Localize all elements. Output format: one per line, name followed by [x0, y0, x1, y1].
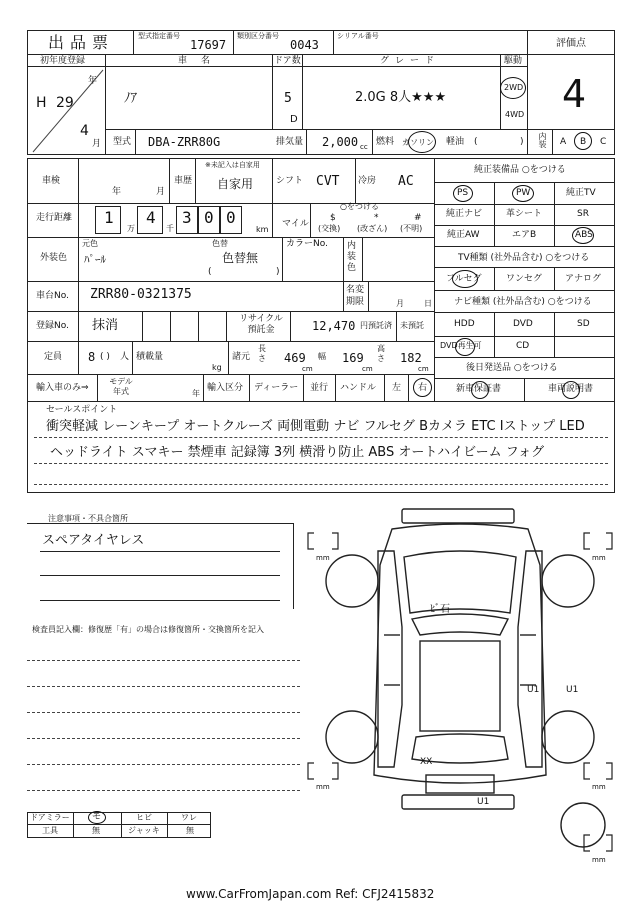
- equip-sr: SR: [577, 209, 589, 219]
- altered-symbol: *: [374, 213, 379, 223]
- drive-4wd: 4WD: [505, 110, 525, 119]
- model-type-label: 型式: [113, 137, 132, 147]
- chassis-label: 車台No.: [36, 291, 69, 301]
- altered-label: (改ざん): [357, 224, 388, 233]
- recycle-suffix: 円預託済: [360, 321, 392, 330]
- delivery-manual: 車両説明書: [548, 384, 594, 394]
- exchange-symbol: $: [330, 213, 336, 223]
- mileage-d2: 4: [146, 208, 156, 227]
- fuel-open: (: [474, 137, 478, 147]
- grade-label: グレード: [380, 56, 441, 66]
- fuel-diesel-label: 軽油: [446, 137, 465, 147]
- mile-label: マイル: [282, 219, 309, 229]
- load-label: 積載量: [136, 352, 164, 362]
- equip-abs: ABS: [575, 230, 593, 240]
- equip-leather: 革シート: [506, 209, 543, 219]
- equip-navi: 純正ナビ: [446, 209, 483, 219]
- model-year-label: モデル年式: [109, 377, 133, 396]
- door-count: 5: [284, 91, 292, 106]
- diagram-mark-u1a: U1: [527, 685, 540, 695]
- drive-label: 駆動: [504, 56, 523, 66]
- diagram-mark-u1b: U1: [566, 685, 579, 695]
- door-type: D: [290, 114, 298, 125]
- term-day-unit: 日: [424, 299, 432, 308]
- term-label: 名変期限: [346, 285, 365, 307]
- delivery-warranty: 新車保証書: [456, 384, 502, 394]
- serial-label: シリアル番号: [337, 32, 379, 40]
- left-label: 左: [392, 383, 402, 393]
- car-name-label: 車名: [178, 56, 225, 66]
- capacity-unit: 人: [120, 352, 130, 362]
- tv-analog: アナログ: [565, 274, 602, 284]
- doors-label: ドア数: [274, 56, 301, 66]
- navi-dvd: DVD: [513, 319, 533, 329]
- interior-a: A: [560, 137, 567, 147]
- score-label: 評価点: [556, 38, 586, 49]
- reg-no-value: 抹消: [92, 318, 119, 333]
- navi-cd: CD: [516, 341, 530, 351]
- interior-color-label: 内装色: [347, 241, 357, 273]
- mm-rear-right: mm: [592, 783, 606, 791]
- sales-points-line2: ヘッドライト スマキー 禁煙車 記録簿 3列 横滑り防止 ABS オートハイビーム フォグ: [50, 445, 545, 460]
- tools-label: 工具: [42, 826, 58, 835]
- model-type: DBA-ZRR80G: [148, 135, 221, 149]
- capacity-paren: ( ): [100, 352, 110, 362]
- model-code-label: 型式指定番号: [138, 32, 180, 40]
- mirror-label: ドアミラー: [30, 813, 70, 822]
- equip-tv: 純正TV: [566, 188, 596, 198]
- mileage-label: 走行距離: [36, 213, 73, 223]
- tools-value: 無: [92, 826, 100, 835]
- orig-color-label: 元色: [82, 239, 98, 248]
- inspection-month-unit: 月: [156, 187, 166, 197]
- model-code: 17697: [190, 38, 227, 52]
- displacement-label: 排気量: [276, 137, 304, 147]
- width-unit: cm: [362, 365, 373, 373]
- reg-year: 29: [56, 95, 74, 111]
- break-label: ワレ: [181, 813, 197, 822]
- grade-value: 2.0G 8人★★★: [355, 90, 447, 105]
- class-code: 0043: [290, 38, 319, 52]
- footer-ref: www.CarFromJapan.com Ref: CFJ2415832: [186, 887, 435, 901]
- repaint-label: 色替: [212, 239, 228, 248]
- reg-month: 4: [80, 123, 89, 139]
- width-label: 幅: [318, 352, 326, 361]
- reg-era: H: [36, 95, 47, 111]
- form-title: 出品票: [48, 33, 115, 52]
- height-value: 182: [400, 351, 422, 365]
- navi-title: ナビ種類 (社外品含む) ○をつける: [454, 297, 592, 307]
- displacement-unit: cc: [360, 143, 368, 151]
- mileage-d3: 3: [182, 208, 192, 227]
- mileage-d1: 1: [104, 208, 114, 227]
- mm-spare: mm: [592, 856, 606, 864]
- interior-b: B: [580, 137, 587, 147]
- fuel-close: ): [520, 137, 524, 147]
- sales-points-label: セールスポイント: [46, 405, 118, 415]
- repaint-open: (: [208, 267, 212, 277]
- fuel-gasoline-circle: [408, 131, 436, 153]
- mm-front-left: mm: [316, 554, 330, 562]
- equipment-title: 純正装備品 ○をつける: [474, 165, 566, 175]
- height-unit: cm: [418, 365, 429, 373]
- notes-line1: スペアタイヤレス: [42, 533, 145, 548]
- length-unit: cm: [302, 365, 313, 373]
- navi-hdd: HDD: [454, 319, 475, 329]
- right-circle: [413, 378, 432, 397]
- dealer-label: ディーラー: [254, 383, 299, 393]
- history-value: 自家用: [217, 177, 254, 191]
- capacity-value: 8: [88, 350, 96, 364]
- diagram-mark-u1c: U1: [477, 797, 490, 807]
- capacity-label: 定員: [44, 352, 63, 362]
- reg-year-unit: 年: [88, 76, 98, 86]
- repaint-close: ): [276, 267, 280, 277]
- navi-sd: SD: [577, 319, 590, 329]
- interior-b-circle: [574, 132, 592, 150]
- unit-km: km: [256, 225, 269, 234]
- tv-fullseg-circle: [452, 270, 478, 288]
- repaint-value: 色替無: [222, 251, 259, 265]
- sales-points-line1: 衝突軽減 レーンキープ オートクルーズ 両側電動 ナビ フルセグ Bカメラ ETC Iストップ LED: [46, 419, 585, 434]
- inspection-year-unit: 年: [112, 187, 122, 197]
- diagram-mark-hood: ﾋﾞ石: [430, 604, 450, 615]
- interior-label: 内装: [538, 132, 547, 148]
- delivery-manual-circle: [562, 381, 580, 399]
- parallel-label: 並行: [310, 383, 329, 393]
- class-code-label: 類別区分番号: [237, 32, 279, 40]
- first-reg-label: 初年度登録: [40, 56, 86, 66]
- ac-value: AC: [398, 174, 414, 189]
- mm-front-right: mm: [592, 554, 606, 562]
- jack-label: ジャッキ: [128, 826, 160, 835]
- unit-man: 万: [127, 224, 135, 233]
- shift-label: シフト: [276, 176, 304, 186]
- history-note: ※未記入は自家用: [205, 161, 260, 169]
- import-only-label: 輸入車のみ⇒: [36, 383, 89, 393]
- car-diagram: [300, 505, 620, 885]
- reg-month-unit: 月: [92, 139, 102, 149]
- unit-sen: 千: [166, 224, 174, 233]
- tv-oneseg: ワンセグ: [506, 274, 543, 284]
- drive-2wd: 2WD: [504, 83, 524, 92]
- delivery-title: 後日発送品 ○をつける: [466, 363, 558, 373]
- model-year-unit: 年: [192, 389, 200, 398]
- equip-ps-circle: [453, 185, 473, 202]
- equip-abs-circle: [572, 227, 594, 244]
- import-type-label: 輸入区分: [207, 383, 244, 393]
- orig-color: ﾊﾟｰﾙ: [84, 253, 106, 266]
- interior-c: C: [600, 137, 607, 147]
- equip-aw: 純正AW: [447, 230, 480, 240]
- load-unit: kg: [212, 363, 222, 372]
- inspector-label: 検査員記入欄：修復歴「有」の場合は修復箇所・交換箇所を記入: [32, 625, 264, 634]
- navi-dvd-play: DVD再生可: [440, 341, 482, 350]
- term-month-unit: 月: [396, 299, 404, 308]
- right-label: 右: [418, 383, 428, 393]
- equip-pw-circle: [512, 185, 534, 202]
- exchange-label: (交換): [318, 224, 341, 233]
- delivery-warranty-circle: [471, 381, 489, 399]
- equip-pw: PW: [516, 188, 531, 198]
- width-value: 169: [342, 351, 364, 365]
- drive-2wd-circle: [500, 77, 526, 99]
- navi-dvd-play-circle: [455, 338, 475, 356]
- mirror-value: モ: [92, 812, 102, 822]
- length-label: 長さ: [258, 344, 266, 363]
- mirror-circle: [88, 811, 106, 824]
- tv-fullseg: フルセグ: [446, 274, 482, 284]
- diagram-mark-xx: XX: [420, 757, 433, 767]
- color-no-label: カラーNo.: [286, 239, 328, 249]
- recycle-amount: 12,470: [312, 319, 356, 333]
- fuel-gasoline: ガソリン: [402, 138, 434, 147]
- crack-label: ヒビ: [136, 813, 152, 822]
- inspection-label: 車検: [42, 176, 61, 186]
- unknown-label: (不明): [400, 224, 423, 233]
- car-name: ﾉｱ: [124, 91, 137, 106]
- score-value: 4: [562, 72, 587, 116]
- shift-value: CVT: [316, 174, 340, 189]
- recycle-not-deposited: 未預託: [400, 321, 424, 330]
- displacement: 2,000: [322, 135, 359, 149]
- mileage-circle-note: ○をつける: [340, 202, 379, 211]
- notes-label: 注意事項・不具合箇所: [48, 514, 128, 523]
- length-value: 469: [284, 351, 306, 365]
- fuel-label: 燃料: [376, 137, 395, 147]
- mileage-d4: 0: [204, 208, 214, 227]
- chassis-no: ZRR80-0321375: [90, 287, 192, 302]
- color-label: 外装色: [40, 253, 68, 263]
- dims-label: 諸元: [232, 352, 251, 362]
- history-label: 車歴: [174, 176, 193, 186]
- tv-title: TV種類 (社外品含む) ○をつける: [458, 253, 590, 263]
- ac-label: 冷房: [358, 176, 377, 186]
- mm-rear-left: mm: [316, 783, 330, 791]
- jack-value: 無: [186, 826, 194, 835]
- equip-airbag: エアB: [512, 230, 537, 240]
- equip-ps: PS: [457, 188, 469, 198]
- recycle-label: リサイクル預託金: [239, 314, 283, 335]
- height-label: 高さ: [377, 344, 385, 363]
- unknown-symbol: #: [414, 213, 422, 223]
- handle-label: ハンドル: [340, 383, 377, 393]
- mileage-d5: 0: [226, 208, 236, 227]
- reg-no-label: 登録No.: [36, 321, 69, 331]
